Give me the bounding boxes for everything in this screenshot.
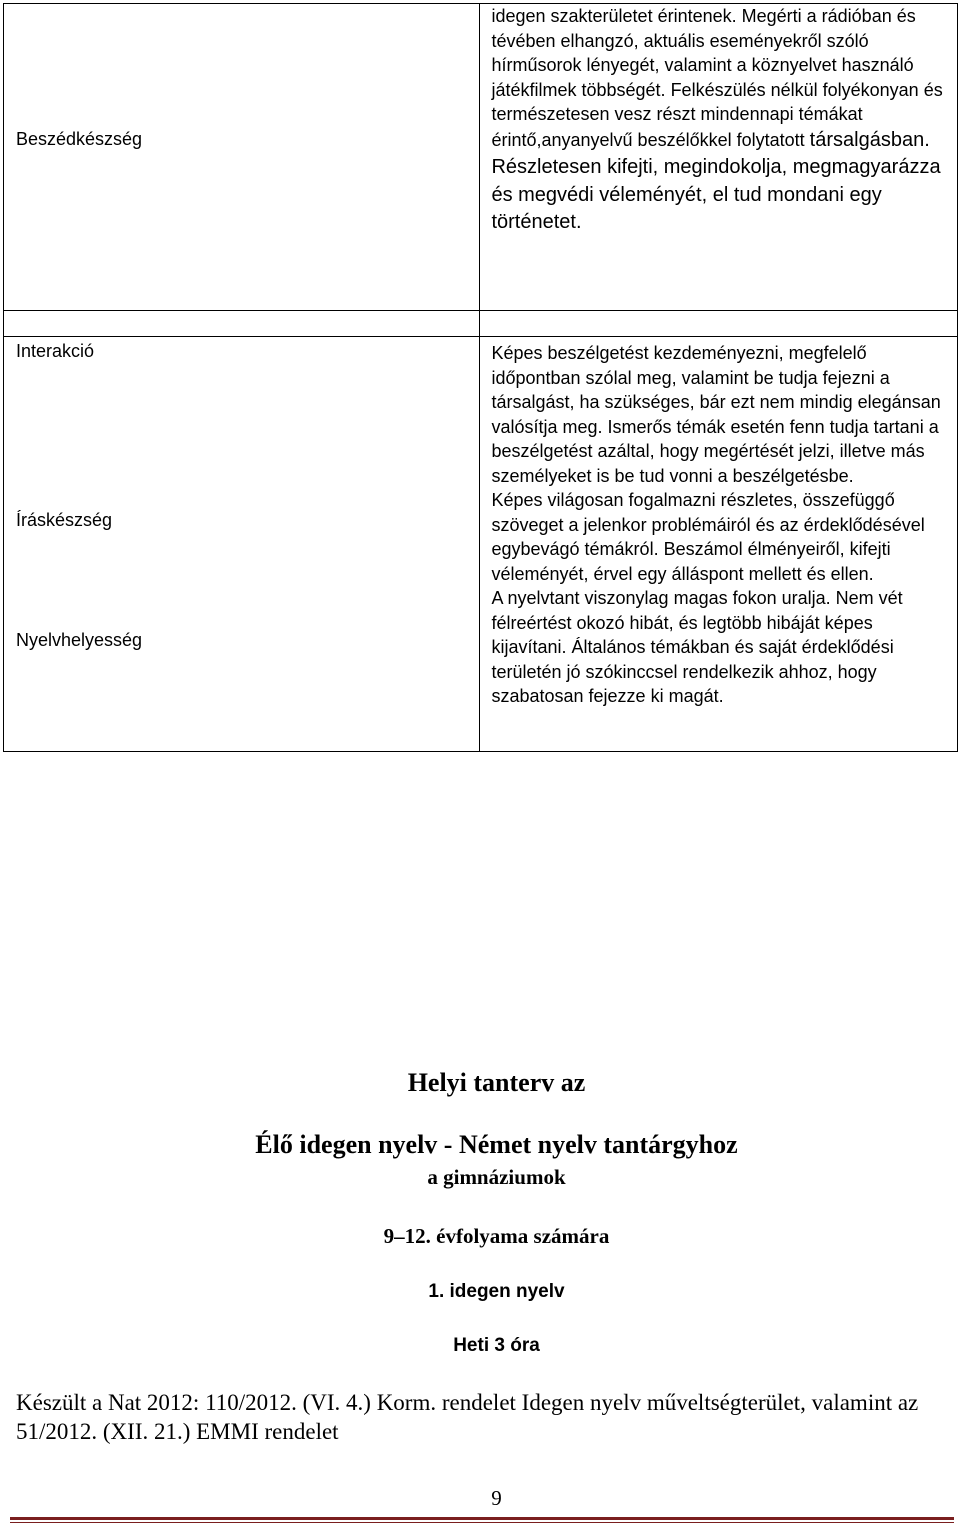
skill-label: Íráskészség <box>16 510 113 530</box>
skill-description <box>480 4 957 237</box>
label-cell <box>4 4 480 311</box>
description-cell <box>480 4 958 311</box>
language-level: 1. idegen nyelv <box>428 1281 565 1302</box>
skill-description: A nyelvtant viszonylag magas fokon uralja. Nem vét félreértést okozó hibát, és legtöbb hibáját képes kijavítani. Általános témákban és saját érdeklődési területén jó szókinccsel rendelkezik ahhoz, hogy szabatosan fejezze ki magát. <box>491 588 903 706</box>
footer-rule <box>10 1522 954 1523</box>
school-type: a gimnáziumok <box>427 1165 566 1189</box>
spacer-cell <box>480 311 958 337</box>
grade-range: 9–12. évfolyama számára <box>383 1224 610 1248</box>
document-title: Helyi tanterv az <box>407 1068 586 1097</box>
skill-label: Beszédkészség <box>16 129 143 149</box>
skills-table <box>3 3 958 752</box>
description-cell <box>480 337 958 752</box>
skill-label: Interakció <box>16 341 95 361</box>
skill-label: Nyelvhelyesség <box>16 630 143 650</box>
table-spacer-row <box>4 311 958 337</box>
skill-description-part: társalgásban. Részletesen kifejti, megindokolja, megmagyarázza és megvédi véleményét, el tud mondani egy történetet. <box>491 128 941 233</box>
spacer-cell <box>4 311 480 337</box>
page-number: 9 <box>491 1486 502 1510</box>
skill-description: Képes beszélgetést kezdeményezni, megfelelő időpontban szólal meg, valamint be tudja fejezni a társalgást, ha szükséges, bár ezt nem mindig elegánsan valósítja meg. Ismerős témák esetén fenn tudja tartani a beszélgetést azáltal, hogy megértését jelzi, illetve más személyeket is be tud vonni a beszélgetésbe. <box>491 343 941 486</box>
table-row <box>4 337 958 752</box>
weekly-hours: Heti 3 óra <box>453 1335 540 1356</box>
skill-description-part: idegen szakterületet érintenek. Megérti a rádióban és tévében elhangzó, aktuális eseményekről szóló hírműsorok lényegét, valamint a köznyelvet használó játékfilmek többségét. Felkészülés nélkül folyékonyan és természetesen vesz részt mindennapi témákat érintő,anyanyelvű beszélőkkel folytatott <box>491 6 943 150</box>
legal-basis-note: Készült a Nat 2012: 110/2012. (VI. 4.) Korm. rendelet Idegen nyelv műveltségterület, valamint az 51/2012. (XII. 21.) EMMI rendelet <box>16 1390 919 1444</box>
skill-description: Képes világosan fogalmazni részletes, összefüggő szöveget a jelenkor problémáiról és az érdeklődésével egybevágó témákról. Beszámol élményeiről, kifejti véleményét, érvel egy álláspont mellett és ellen. <box>491 490 925 584</box>
footer-rule <box>10 1517 954 1520</box>
label-cell <box>4 337 480 752</box>
subject-title: Élő idegen nyelv - Német nyelv tantárgyhoz <box>255 1130 738 1159</box>
table-row <box>4 4 958 311</box>
